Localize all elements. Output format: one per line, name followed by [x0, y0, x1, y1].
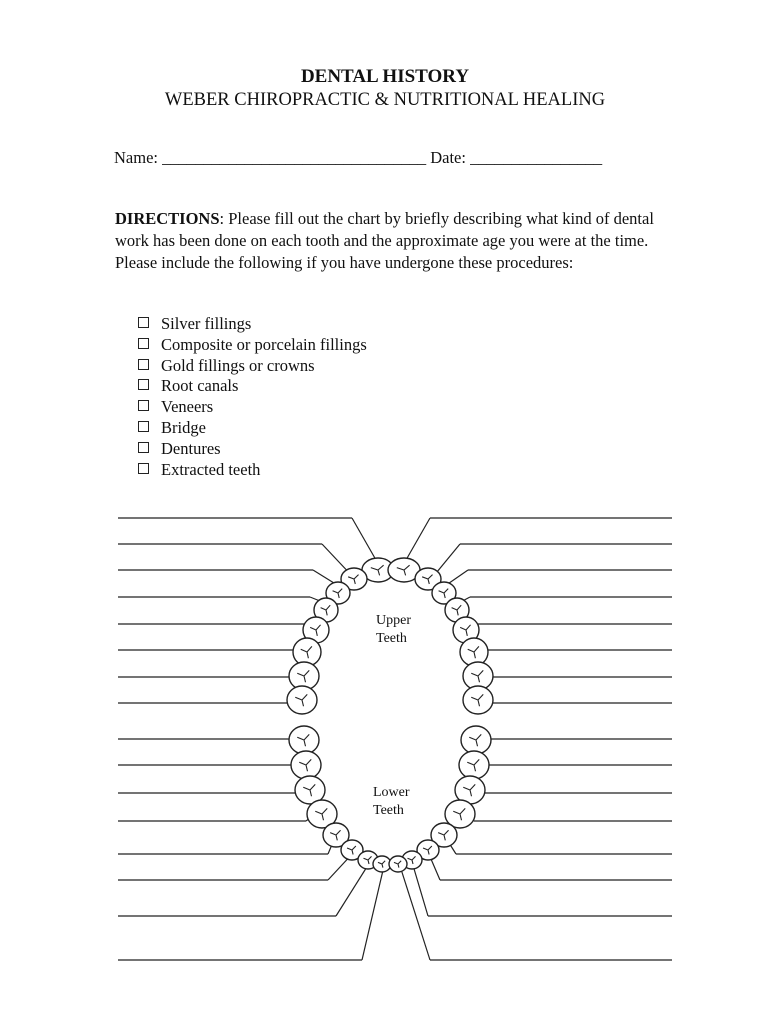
- directions-text: : Please fill out the chart by briefly describing what kind of dental work has been done on each tooth and the approximate age you were at the time. Please include the following if you have undergone these procedures:: [115, 209, 654, 272]
- procedure-label: Gold fillings or crowns: [161, 355, 315, 375]
- procedure-label: Veneers: [161, 397, 214, 417]
- procedure-label: Dentures: [161, 438, 221, 458]
- lower-label-line: Teeth: [373, 803, 404, 818]
- clinic-name: WEBER CHIROPRACTIC & NUTRITIONAL HEALING: [164, 90, 606, 110]
- leader-line: [336, 862, 370, 916]
- procedure-label: Bridge: [161, 417, 206, 437]
- procedure-label: Root canals: [161, 376, 239, 396]
- lower-teeth-label: [373, 784, 410, 820]
- form-title: DENTAL HISTORY: [300, 66, 470, 87]
- name-field[interactable]: ________________________________: [162, 148, 427, 167]
- upper-label-line: Teeth: [376, 631, 407, 646]
- procedure-label: Extracted teeth: [161, 459, 261, 479]
- upper-teeth-label: [376, 612, 411, 648]
- procedure-label: Composite or porcelain fillings: [161, 334, 367, 354]
- date-label: Date:: [430, 148, 466, 167]
- leader-line: [412, 862, 428, 916]
- date-field[interactable]: ________________: [470, 148, 603, 167]
- leader-line: [400, 866, 430, 960]
- lower-label-line: Lower: [373, 785, 410, 800]
- upper-label-line: Upper: [376, 613, 411, 628]
- name-label: Name:: [114, 148, 158, 167]
- directions-label: DIRECTIONS: [115, 209, 220, 228]
- leader-line: [362, 866, 384, 960]
- procedure-label: Silver fillings: [161, 314, 252, 333]
